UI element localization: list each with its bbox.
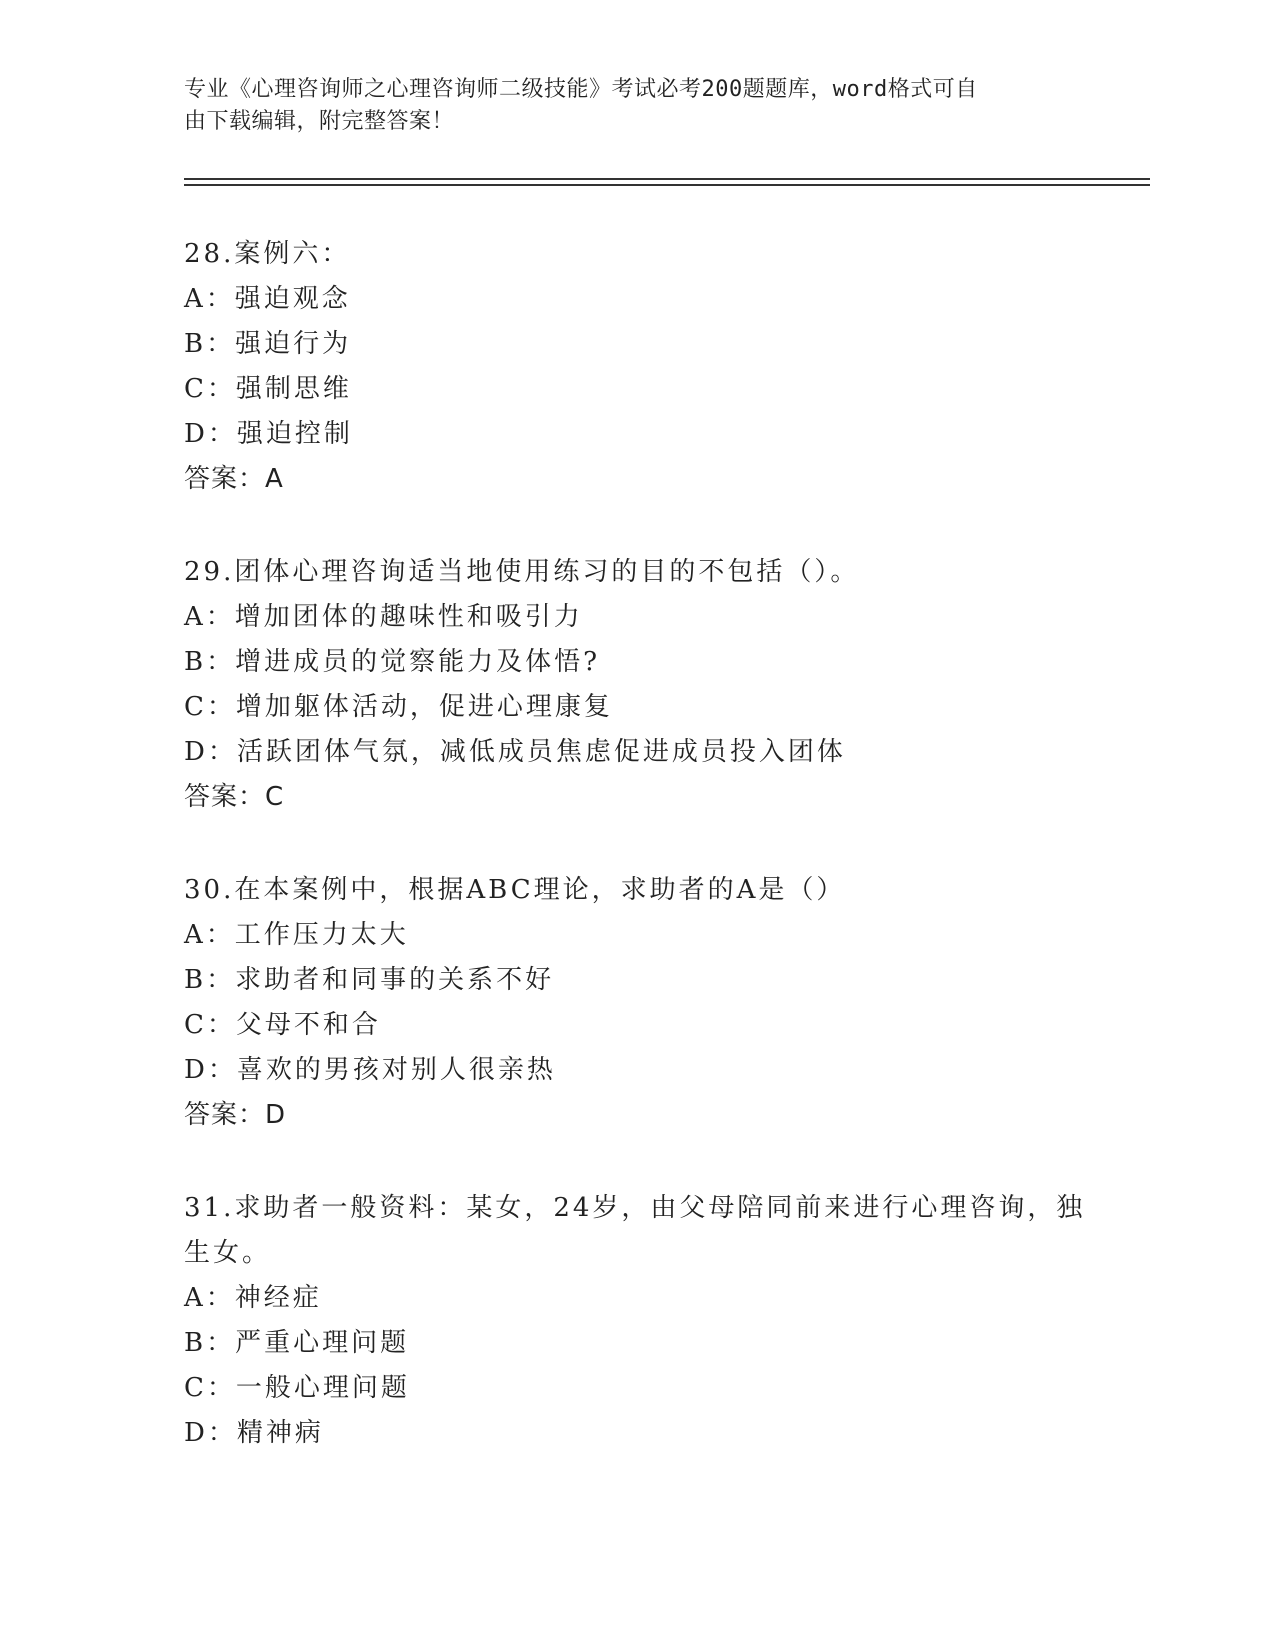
header-divider-top [184,178,1150,180]
option-c: C：增加躯体活动，促进心理康复 [184,692,613,722]
option-a: A：神经症 [184,1283,322,1313]
option-a: A：工作压力太大 [184,920,409,950]
question-stem-line-2: 生女。 [184,1238,272,1268]
option-d: D：活跃团体气氛，减低成员焦虑促进成员投入团体 [184,737,846,767]
header-divider-bottom [184,184,1150,186]
question-29 [184,550,1104,820]
option-d: D：喜欢的男孩对别人很亲热 [184,1055,556,1085]
question-stem-line-1: 31.求助者一般资料：某女，24岁，由父母陪同前来进行心理咨询，独 [184,1193,1086,1223]
question-28 [184,232,1104,502]
option-d: D：精神病 [184,1418,324,1448]
option-d: D：强迫控制 [184,419,353,449]
question-stem: 30.在本案例中，根据ABC理论，求助者的A是（） [184,875,846,905]
question-30 [184,868,1104,1138]
option-b: B：增进成员的觉察能力及体悟? [184,647,601,677]
option-a: A：强迫观念 [184,284,351,314]
answer: 答案：A [184,464,284,494]
question-stem: 28.案例六： [184,239,351,269]
question-31 [184,1186,1104,1456]
option-c: C：父母不和合 [184,1010,381,1040]
answer: 答案：D [184,1100,287,1130]
option-b: B：求助者和同事的关系不好 [184,965,555,995]
option-a: A：增加团体的趣味性和吸引力 [184,602,583,632]
option-c: C：一般心理问题 [184,1373,410,1403]
option-b: B：强迫行为 [184,329,352,359]
header-line-1: 专业《心理咨询师之心理咨询师二级技能》考试必考200题题库，word格式可自 [184,77,978,102]
header-line-2: 由下载编辑，附完整答案！ [184,109,455,134]
answer: 答案：C [184,782,285,812]
document-header [184,74,1064,138]
option-b: B：严重心理问题 [184,1328,410,1358]
question-stem: 29.团体心理咨询适当地使用练习的目的不包括（）。 [184,557,860,587]
option-c: C：强制思维 [184,374,352,404]
